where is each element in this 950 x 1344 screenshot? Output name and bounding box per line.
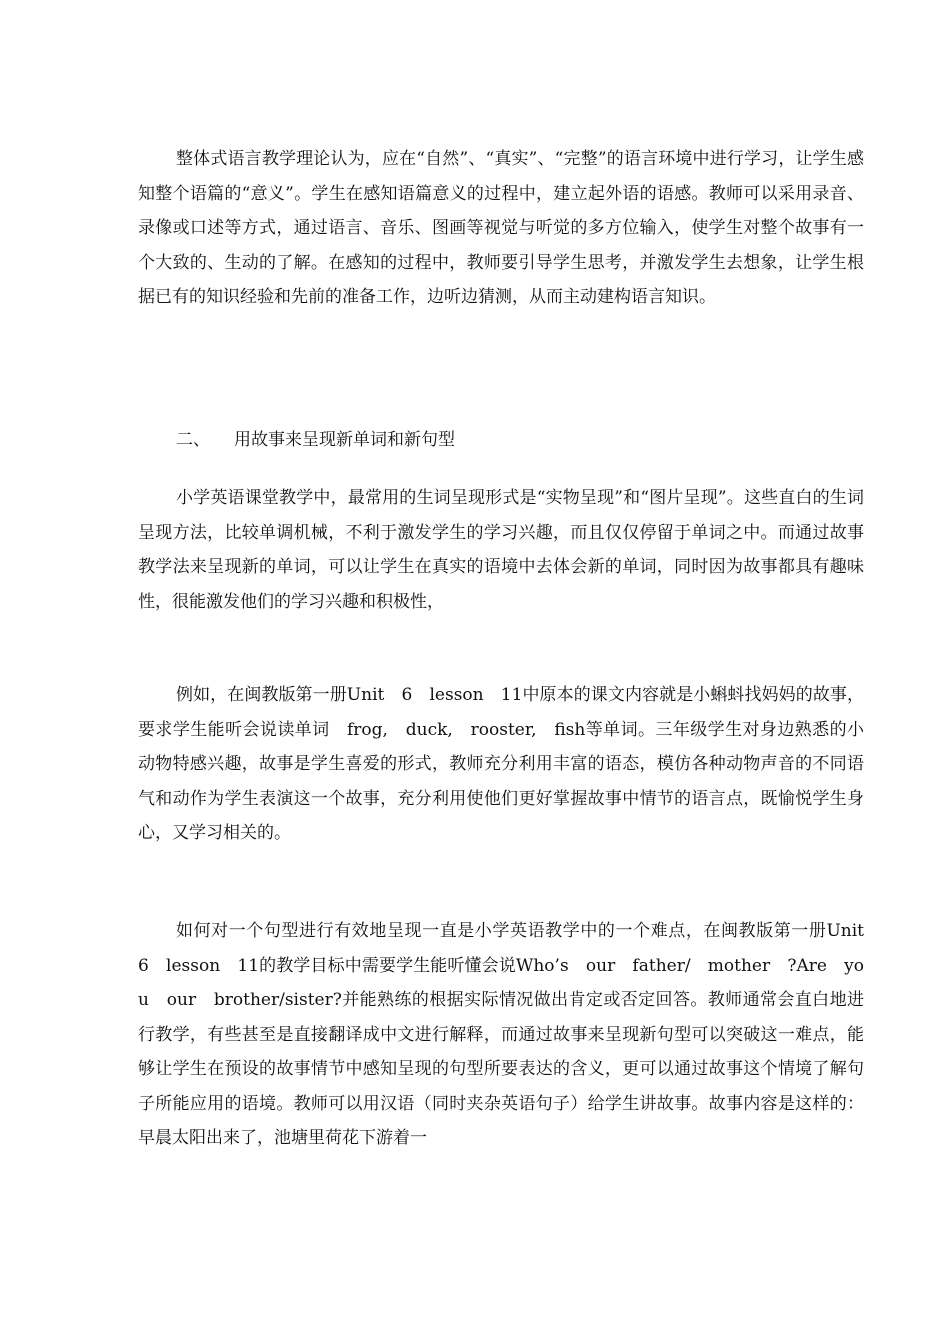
paragraph-example-unit6: 例如，在闽教版第一册Unit 6 lesson 11中原本的课文内容就是小蝌蚪找妈妈的故事，要求学生能听会说读单词 frog, duck, rooster, fish等单词。三年级学生对身边熟悉的小动物特感兴趣，故事是学生喜爱的形式，教师充分利用丰富的语态，模仿各种动物声音的不同语气和动作为学生表演这一个故事，充分利用使他们更好掌握故事中情节的语言点，既愉悦学生身心，又学习相关的。 <box>138 685 864 843</box>
section-number: 二、 <box>176 430 210 450</box>
section-heading <box>176 423 455 458</box>
paragraph-vocabulary-presentation: 小学英语课堂教学中，最常用的生词呈现形式是“实物呈现”和“图片呈现”。这些直白的生词呈现方法，比较单调机械，不利于激发学生的学习兴趣，而且仅仅停留于单词之中。而通过故事教学法来呈现新的单词，可以让学生在真实的语境中去体会新的单词，同时因为故事都具有趣味性，很能激发他们的学习兴趣和积极性， <box>138 488 864 612</box>
paragraph-holistic-language: 整体式语言教学理论认为，应在“自然”、“真实”、“完整”的语言环境中进行学习，让学生感知整个语篇的“意义”。学生在感知语篇意义的过程中，建立起外语的语感。教师可以采用录音、录像或口述等方式，通过语言、音乐、图画等视觉与听觉的多方位输入，使学生对整个故事有一个大致的、生动的了解。在感知的过程中，教师要引导学生思考，并激发学生去想象，让学生根据已有的知识经验和先前的准备工作，边听边猜测，从而主动建构语言知识。 <box>138 149 864 307</box>
paragraph-sentence-patterns: 如何对一个句型进行有效地呈现一直是小学英语教学中的一个难点，在闽教版第一册Unit 6 lesson 11的教学目标中需要学生能听懂会说Who’s our father/ mother ?Are you our brother/sister?并能熟练的根据实际情况做出肯定或否定回答。教师通常会直白地进行教学，有些甚至是直接翻译成中文进行解释，而通过故事来呈现新句型可以突破这一难点，能够让学生在预设的故事情节中感知呈现的句型所要表达的含义，更可以通过故事这个情境了解句子所能应用的语境。教师可以用汉语（同时夹杂英语句子）给学生讲故事。故事内容是这样的：早晨太阳出来了，池塘里荷花下游着一 <box>138 921 881 1148</box>
section-title: 用故事来呈现新单词和新句型 <box>234 430 455 450</box>
